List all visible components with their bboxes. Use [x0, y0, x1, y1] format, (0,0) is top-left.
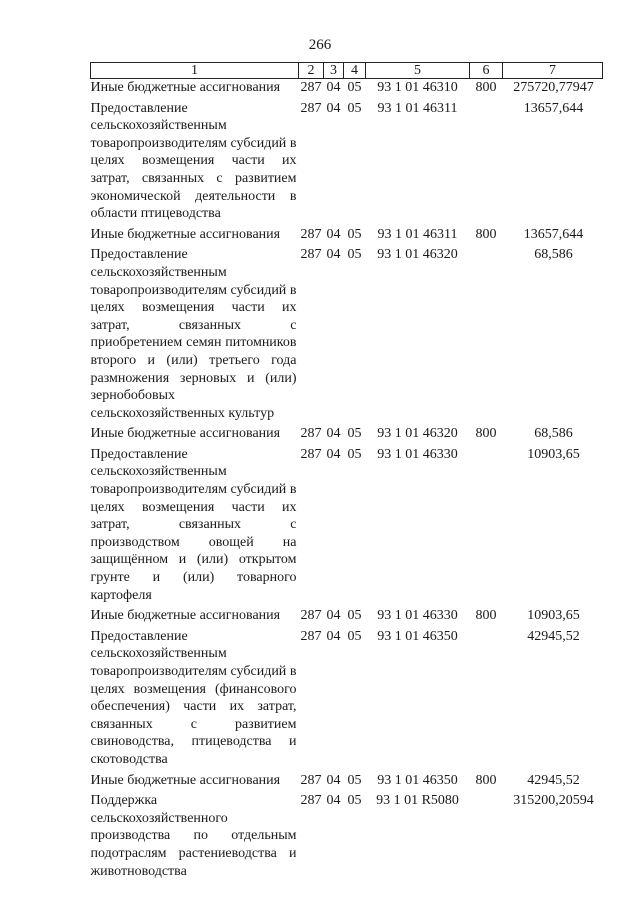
row-name: Предоставление сельскохозяйственным товаропроизводителям субсидий в целях возмещения части их затрат, связанных с производством овощей на защищённом и (или) открытом грунте и (или) товарного картофеля [90, 446, 297, 603]
row-code-subsection: 05 [347, 628, 362, 644]
row-code-section: 04 [326, 446, 341, 462]
row-code-target: 93 1 01 46310 [377, 80, 458, 95]
row-name: Иные бюджетные ассигнования [90, 226, 281, 242]
row-code-ministry: 287 [300, 446, 322, 462]
row-code-section: 04 [326, 793, 341, 809]
column-header-3: 3 [324, 63, 344, 79]
row-name: Предоставление сельскохозяйственным товаропроизводителям субсидий в целях возмещения части их затрат, связанных с развитием экономической деятельности в области птицеводства [90, 100, 297, 222]
row-amount: 42945,52 [527, 628, 580, 644]
row-code-target: 93 1 01 46330 [377, 446, 458, 462]
table-row [91, 100, 603, 226]
row-code-ministry: 287 [300, 426, 322, 442]
table-body [91, 79, 603, 884]
row-code-ministry: 287 [300, 772, 322, 788]
row-code-section: 04 [326, 608, 341, 624]
row-name: Иные бюджетные ассигнования [90, 426, 281, 442]
table-row [91, 226, 603, 247]
row-amount: 10903,65 [527, 446, 580, 462]
row-code-ministry: 287 [300, 247, 322, 263]
row-amount: 68,586 [534, 247, 573, 263]
row-name: Предоставление сельскохозяйственным товаропроизводителям субсидий в целях возмещения (финансового обеспечения) части их затрат, связанных с развитием свиноводства, птицеводства и скотоводства [90, 628, 297, 767]
column-header-1: 1 [91, 63, 299, 79]
row-amount: 68,586 [534, 426, 573, 442]
row-code-expense-type: 800 [475, 426, 497, 442]
row-code-target: 93 1 01 46311 [377, 100, 458, 116]
row-code-target: 93 1 01 46320 [377, 247, 458, 263]
row-code-subsection: 05 [347, 247, 362, 263]
row-code-section: 04 [326, 628, 341, 644]
row-code-subsection: 05 [347, 446, 362, 462]
column-header-6: 6 [470, 63, 503, 79]
row-code-ministry: 287 [300, 628, 322, 644]
row-code-subsection: 05 [347, 100, 362, 116]
table-row [91, 425, 603, 446]
table-row [91, 772, 603, 793]
row-code-expense-type: 800 [475, 80, 497, 95]
table-row [91, 446, 603, 607]
row-code-expense-type: 800 [475, 608, 497, 624]
row-code-expense-type [470, 792, 503, 883]
row-code-expense-type [470, 246, 503, 425]
row-name: Поддержка сельскохозяйственного производства по отдельным подотраслям растениеводства и животноводства [90, 793, 297, 879]
row-code-ministry: 287 [300, 226, 322, 242]
row-code-target: 93 1 01 R5080 [376, 793, 459, 809]
row-code-ministry: 287 [300, 100, 322, 116]
row-code-ministry: 287 [300, 793, 322, 809]
table-row [91, 79, 603, 100]
table-row [91, 246, 603, 425]
row-code-section: 04 [326, 80, 341, 95]
row-name: Иные бюджетные ассигнования [90, 80, 281, 95]
row-amount: 315200,20594 [513, 793, 594, 809]
row-code-section: 04 [326, 226, 341, 242]
row-code-target: 93 1 01 46330 [377, 608, 458, 624]
column-header-5: 5 [366, 63, 470, 79]
row-code-target: 93 1 01 46350 [377, 628, 458, 644]
row-code-section: 04 [326, 100, 341, 116]
row-amount: 10903,65 [527, 608, 580, 624]
row-name: Иные бюджетные ассигнования [90, 608, 281, 624]
row-code-ministry: 287 [300, 80, 322, 95]
row-code-subsection: 05 [347, 226, 362, 242]
column-header-7: 7 [503, 63, 603, 79]
table-row [91, 628, 603, 772]
row-amount: 275720,77947 [513, 80, 594, 95]
page-number: 266 [308, 37, 332, 53]
row-code-expense-type [470, 628, 503, 772]
row-name: Предоставление сельскохозяйственным товаропроизводителям субсидий в целях возмещения части их затрат, связанных с приобретением семян питомников второго и (или) третьего года размножения зерновых и (или) зернобобовых сельскохозяйственных культур [90, 247, 297, 421]
row-code-subsection: 05 [347, 772, 362, 788]
row-code-target: 93 1 01 46350 [377, 772, 458, 788]
row-code-section: 04 [326, 247, 341, 263]
row-amount: 42945,52 [527, 772, 580, 788]
table-row [91, 792, 603, 883]
row-code-expense-type [470, 100, 503, 226]
column-header-2: 2 [299, 63, 324, 79]
row-code-section: 04 [326, 426, 341, 442]
row-code-subsection: 05 [347, 793, 362, 809]
row-code-subsection: 05 [347, 608, 362, 624]
row-code-target: 93 1 01 46311 [377, 226, 458, 242]
row-name: Иные бюджетные ассигнования [90, 772, 281, 788]
row-code-expense-type [470, 446, 503, 607]
row-code-expense-type: 800 [475, 226, 497, 242]
row-code-subsection: 05 [347, 80, 362, 95]
row-code-ministry: 287 [300, 608, 322, 624]
row-code-target: 93 1 01 46320 [377, 426, 458, 442]
column-number-header-row [91, 63, 603, 79]
row-amount: 13657,644 [523, 100, 584, 116]
row-code-expense-type: 800 [475, 772, 497, 788]
column-header-4: 4 [344, 63, 366, 79]
row-code-subsection: 05 [347, 426, 362, 442]
row-code-section: 04 [326, 772, 341, 788]
table-row [91, 607, 603, 628]
row-amount: 13657,644 [523, 226, 584, 242]
budget-table [90, 62, 603, 883]
